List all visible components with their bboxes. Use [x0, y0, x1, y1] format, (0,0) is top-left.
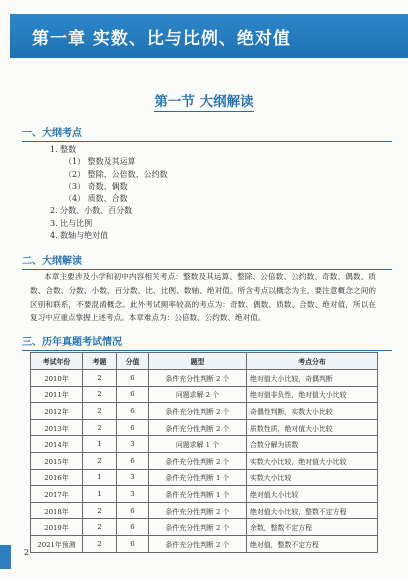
table-header-row — [31, 353, 378, 370]
table-row — [31, 469, 378, 486]
header-type: 题型 — [149, 353, 247, 370]
table-cell: 绝对值，整数不定方程 — [247, 535, 378, 552]
table-cell: 2014年 — [31, 436, 83, 453]
table-cell: 2 — [83, 519, 117, 536]
table-cell: 3 — [117, 486, 149, 503]
table-cell: 2016年 — [31, 469, 83, 486]
table-cell: 实数大小比较，绝对值大小比较 — [247, 452, 378, 469]
table-cell: 2 — [83, 452, 117, 469]
table-cell: 6 — [117, 403, 149, 420]
header-year: 考试年份 — [31, 353, 83, 370]
table-cell: 6 — [117, 370, 149, 387]
table-cell: 质数性质，绝对值大小比较 — [247, 419, 378, 436]
table-cell: 3 — [117, 469, 149, 486]
interpretation-paragraph: 本章主要涉及小学和初中内容相关考点：整数及其运算、整除、公倍数、公约数、奇数、偶数、质数、合数、分数、小数、百分数、比、比例、数轴、绝对值。所含考点以概念为主，要注意概念之间的区别和联系，不要混淆概念。此外考试频率较高的考点为：奇数、偶数、质数、合数、绝对值，所以在复习中应重点掌握上述考点。本章难点为：公倍数、公约数、绝对值。 — [30, 272, 376, 323]
table-cell: 条件充分性判断 1 个 — [149, 486, 247, 503]
table-row — [31, 436, 378, 453]
header-questions: 考题 — [83, 353, 117, 370]
table-cell: 问题求解 2 个 — [149, 386, 247, 403]
table-cell: 2 — [83, 370, 117, 387]
outline-item: （3） 奇数、偶数 — [64, 181, 128, 191]
table-cell: 实数大小比较 — [247, 469, 378, 486]
table-cell: 2 — [83, 419, 117, 436]
table-cell: 绝对值大小比较，整数不定方程 — [247, 502, 378, 519]
page-edge-tab — [0, 545, 11, 569]
table-cell: 2010年 — [31, 370, 83, 387]
table-cell: 绝对值大小比较 — [247, 486, 378, 503]
chapter-title-bar — [10, 14, 408, 58]
table-row — [31, 519, 378, 536]
table-cell: 奇偶性判断，实数大小比较 — [247, 403, 378, 420]
table-cell: 2019年 — [31, 519, 83, 536]
table-cell: 1 — [83, 486, 117, 503]
outline-item: 1. 整数 — [50, 145, 77, 154]
table-cell: 6 — [117, 419, 149, 436]
table-cell: 问题求解 1 个 — [149, 436, 247, 453]
table-row — [31, 535, 378, 552]
table-cell: 条件充分性判断 2 个 — [149, 519, 247, 536]
outline-item: （2） 整除、公倍数、公约数 — [64, 169, 168, 179]
table-cell: 2 — [83, 502, 117, 519]
table-cell: 2013年 — [31, 419, 83, 436]
table-cell: 2 — [83, 535, 117, 552]
exam-history-table — [30, 352, 378, 553]
table-cell: 6 — [117, 502, 149, 519]
table-cell: 2012年 — [31, 403, 83, 420]
table-cell: 条件充分性判断 2 个 — [149, 502, 247, 519]
outline-item: （1） 整数及其运算 — [64, 157, 136, 167]
table-cell: 条件充分性判断 2 个 — [149, 370, 247, 387]
outline-item: 4. 数轴与绝对值 — [50, 231, 109, 241]
outline-item: （4） 质数、合数 — [64, 194, 128, 204]
table-row — [31, 486, 378, 503]
page-number: 2 — [24, 548, 30, 557]
outline-item: 3. 比与比例 — [50, 218, 93, 228]
table-cell: 2018年 — [31, 502, 83, 519]
table-cell: 2 — [83, 386, 117, 403]
exam-heading: 三、历年真题考试情况 — [22, 333, 392, 351]
outline-item: 2. 分数、小数、百分数 — [50, 206, 133, 216]
table-cell: 条件充分性判断 2 个 — [149, 535, 247, 552]
table-cell: 绝对值非负性，绝对值大小比较 — [247, 386, 378, 403]
table-cell: 6 — [117, 519, 149, 536]
table-cell: 合数分解为质数 — [247, 436, 378, 453]
table-cell: 绝对值大小比较，奇偶判断 — [247, 370, 378, 387]
table-cell: 2015年 — [31, 452, 83, 469]
outline-heading: 一、大纲考点 — [22, 124, 392, 142]
table-cell: 2011年 — [31, 386, 83, 403]
table-cell: 6 — [117, 386, 149, 403]
table-cell: 2017年 — [31, 486, 83, 503]
interpretation-heading: 二、大纲解读 — [22, 252, 392, 270]
table-row — [31, 419, 378, 436]
table-cell: 条件充分性判断 2 个 — [149, 452, 247, 469]
section-title-text: 第一节 大纲解读 — [154, 94, 254, 110]
section-title — [0, 90, 408, 110]
header-topics: 考点分布 — [247, 353, 378, 370]
table-row — [31, 386, 378, 403]
chapter-title: 第一章 实数、比与比例、绝对值 — [32, 28, 291, 49]
table-row — [31, 370, 378, 387]
table-row — [31, 403, 378, 420]
table-cell: 3 — [117, 436, 149, 453]
table-cell: 1 — [83, 436, 117, 453]
table-row — [31, 502, 378, 519]
table-cell: 余数，整数不定方程 — [247, 519, 378, 536]
table-cell: 条件充分性判断 2 个 — [149, 403, 247, 420]
table-cell: 条件充分性判断 2 个 — [149, 419, 247, 436]
table-row — [31, 452, 378, 469]
table-cell: 1 — [83, 469, 117, 486]
table-cell: 条件充分性判断 1 个 — [149, 469, 247, 486]
table-cell: 6 — [117, 452, 149, 469]
table-cell: 2 — [83, 403, 117, 420]
table-cell: 6 — [117, 535, 149, 552]
table-cell: 2021年预测 — [31, 535, 83, 552]
outline-list — [50, 144, 168, 242]
header-score: 分值 — [117, 353, 149, 370]
